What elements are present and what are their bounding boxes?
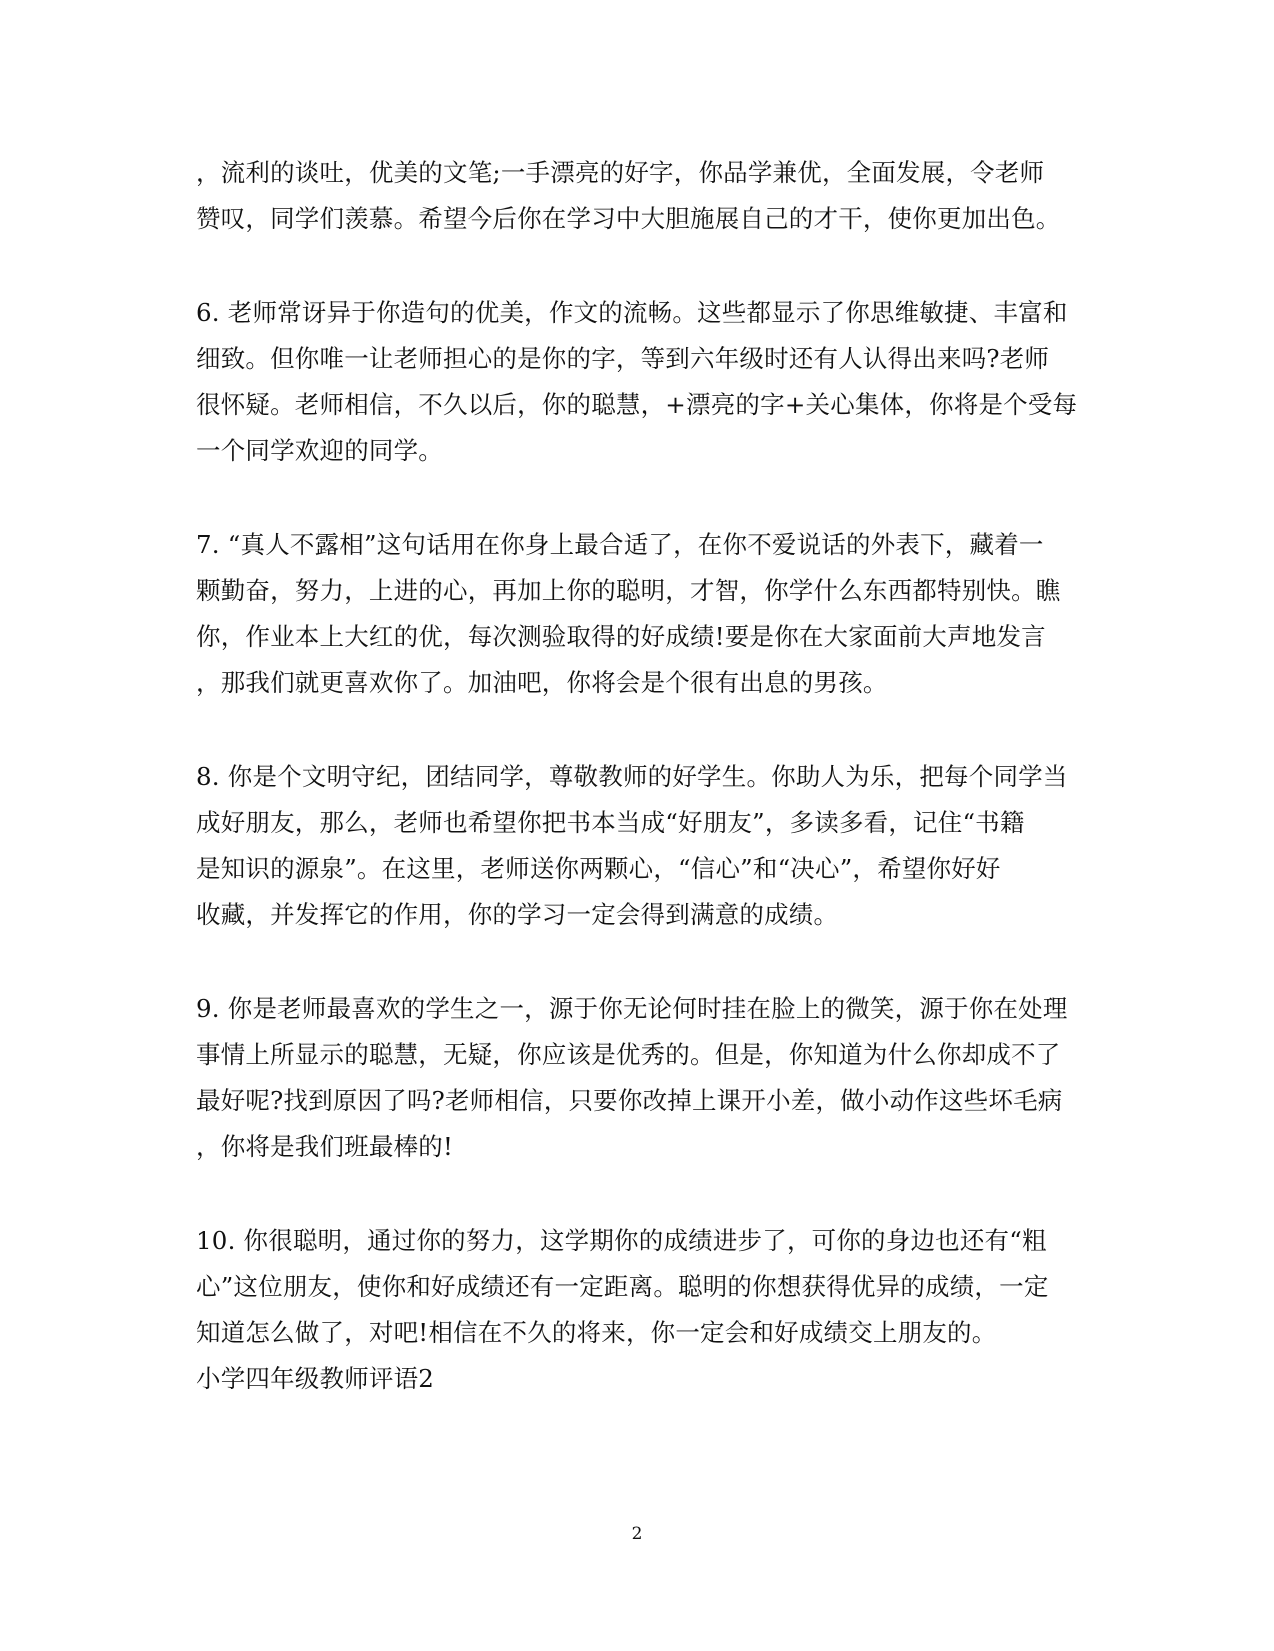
text-line: 颗勤奋，努力，上进的心，再加上你的聪明，才智，你学什么东西都特别快。瞧	[196, 576, 1061, 605]
text-line: 7. “真人不露相”这句话用在你身上最合适了，在你不爱说话的外表下，藏着一	[196, 530, 1044, 559]
text-line: 6. 老师常讶异于你造句的优美，作文的流畅。这些都显示了你思维敏捷、丰富和	[196, 298, 1068, 327]
text-line: 心”这位朋友，使你和好成绩还有一定距离。聪明的你想获得优异的成绩，一定	[196, 1272, 1049, 1301]
text-line: 一个同学欢迎的同学。	[196, 436, 443, 465]
text-line: 成好朋友，那么，老师也希望你把书本当成“好朋友”，多读多看，记住“书籍	[196, 808, 1025, 837]
text-line: ，你将是我们班最棒的!	[196, 1132, 454, 1161]
text-line: 事情上所显示的聪慧，无疑，你应该是优秀的。但是，你知道为什么你却成不了	[196, 1040, 1061, 1069]
section-title: 小学四年级教师评语2	[196, 1364, 435, 1393]
text-line: 细致。但你唯一让老师担心的是你的字，等到六年级时还有人认得出来吗?老师	[196, 344, 1050, 373]
text-line: ，那我们就更喜欢你了。加油吧，你将会是个很有出息的男孩。	[196, 668, 888, 697]
text-line: 很怀疑。老师相信，不久以后，你的聪慧，+漂亮的字+关心集体，你将是个受每	[196, 390, 1078, 419]
text-line: 收藏，并发挥它的作用，你的学习一定会得到满意的成绩。	[196, 900, 839, 929]
text-line: 是知识的源泉”。在这里，老师送你两颗心，“信心”和“决心”，希望你好好	[196, 854, 1001, 883]
text-line: 8. 你是个文明守纪，团结同学，尊敬教师的好学生。你助人为乐，把每个同学当	[196, 762, 1068, 791]
text-line: 你，作业本上大红的优，每次测验取得的好成绩!要是你在大家面前大声地发言	[196, 622, 1046, 651]
text-line: 10. 你很聪明，通过你的努力，这学期你的成绩进步了，可你的身边也还有“粗	[196, 1226, 1047, 1255]
text-line: 最好呢?找到原因了吗?老师相信，只要你改掉上课开小差，做小动作这些坏毛病	[196, 1086, 1063, 1115]
text-line: ，流利的谈吐，优美的文笔;一手漂亮的好字，你品学兼优，全面发展，令老师	[196, 158, 1045, 187]
text-line: 赞叹，同学们羡慕。希望今后你在学习中大胆施展自己的才干，使你更加出色。	[196, 204, 1061, 233]
page-number: 2	[631, 1524, 643, 1544]
text-line: 知道怎么做了，对吧!相信在不久的将来，你一定会和好成绩交上朋友的。	[196, 1318, 997, 1347]
text-line: 9. 你是老师最喜欢的学生之一，源于你无论何时挂在脸上的微笑，源于你在处理	[196, 994, 1068, 1023]
